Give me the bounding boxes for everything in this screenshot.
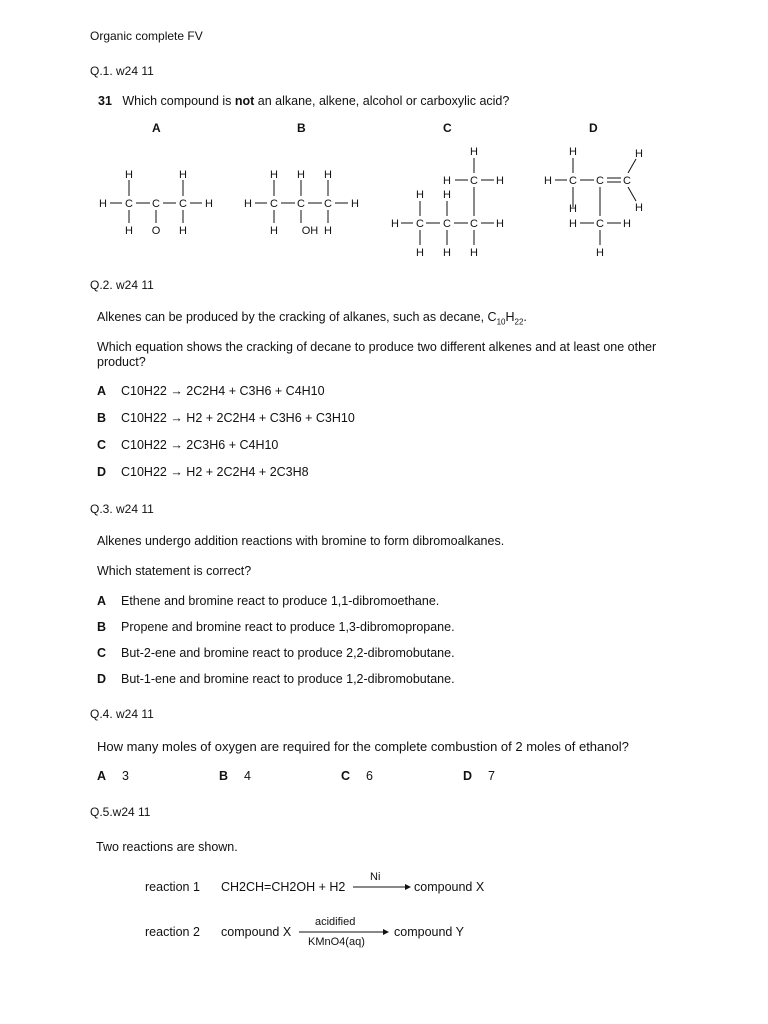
option-letter: C — [341, 769, 351, 783]
svg-text:C: C — [297, 198, 305, 210]
svg-text:H: H — [270, 169, 278, 181]
svg-text:C: C — [270, 198, 278, 210]
q5-label: Q.5.w24 11 — [90, 805, 151, 819]
option-letter: B — [219, 769, 229, 783]
q4-stem: How many moles of oxygen are required for the complete combustion of 2 moles of ethanol? — [97, 739, 629, 754]
q2-intro — [97, 310, 527, 327]
option-text: C10H22 → 2C3H6 + C4H10 — [121, 438, 279, 452]
svg-text:C: C — [152, 198, 160, 210]
svg-text:O: O — [151, 225, 161, 237]
reaction1-catalyst: Ni — [370, 871, 381, 883]
option-text: But-2-ene and bromine react to produce 2,2-dibromobutane. — [121, 646, 455, 660]
option-text: 7 — [488, 769, 495, 783]
q1-stem-bold: not — [234, 94, 255, 108]
svg-text:H: H — [324, 225, 332, 237]
option-letter: C — [97, 438, 107, 452]
option-text: C10H22 → H2 + 2C2H4 + 2C3H8 — [121, 465, 309, 479]
q1-stem-pre: Which compound is — [122, 94, 235, 108]
svg-text:H: H — [351, 198, 359, 210]
svg-text:C: C — [324, 198, 332, 210]
svg-text:C: C — [596, 218, 604, 230]
reaction2-condition-below: KMnO4(aq) — [308, 936, 365, 948]
svg-text:H: H — [496, 175, 504, 187]
svg-text:H: H — [569, 218, 577, 230]
option-text: Ethene and bromine react to produce 1,1-dibromoethane. — [121, 594, 440, 608]
q1-label: Q.1. w24 11 — [90, 64, 154, 78]
svg-text:H: H — [569, 203, 577, 215]
option-letter: D — [97, 672, 107, 686]
svg-text:C: C — [623, 175, 631, 187]
document-title: Organic complete FV — [90, 29, 203, 43]
svg-text:H: H — [496, 218, 504, 230]
reaction2-condition-above: acidified — [315, 916, 356, 928]
q3-intro: Alkenes undergo addition reactions with bromine to form dibromoalkanes. — [97, 534, 505, 548]
q1-number: 31 — [98, 94, 112, 108]
svg-text:H: H — [179, 225, 187, 237]
option-text: Propene and bromine react to produce 1,3-dibromopropane. — [121, 620, 455, 634]
option-letter: D — [463, 769, 473, 783]
svg-text:H: H — [416, 247, 424, 259]
option-letter: A — [97, 594, 107, 608]
svg-text:C: C — [470, 175, 478, 187]
q3-stem: Which statement is correct? — [97, 564, 252, 578]
option-letter: B — [97, 620, 107, 634]
structure-label-d: D — [589, 121, 598, 135]
svg-text:H: H — [297, 169, 305, 181]
option-text: 4 — [244, 769, 251, 783]
svg-text:C: C — [569, 175, 577, 187]
svg-text:C: C — [596, 175, 604, 187]
reaction1-name: reaction 1 — [145, 880, 200, 894]
q1-stem-post: an alkane, alkene, alcohol or carboxylic acid? — [254, 94, 510, 108]
svg-text:H: H — [205, 198, 213, 210]
svg-text:C: C — [179, 198, 187, 210]
svg-text:H: H — [443, 189, 451, 201]
reaction1-arrow — [353, 882, 413, 892]
svg-text:C: C — [125, 198, 133, 210]
svg-text:H: H — [623, 218, 631, 230]
option-letter: C — [97, 646, 107, 660]
structure-label-a: A — [152, 121, 161, 135]
option-text: 6 — [366, 769, 373, 783]
svg-text:C: C — [416, 218, 424, 230]
option-text: But-1-ene and bromine react to produce 1,2-dibromobutane. — [121, 672, 455, 686]
option-text: C10H22 → 2C2H4 + C3H6 + C4H10 — [121, 384, 325, 398]
svg-text:H: H — [270, 225, 278, 237]
q5-intro: Two reactions are shown. — [96, 840, 238, 854]
svg-text:C: C — [443, 218, 451, 230]
svg-text:H: H — [125, 225, 133, 237]
option-letter: A — [97, 769, 107, 783]
svg-text:H: H — [470, 247, 478, 259]
reaction2-reactant: compound X — [221, 925, 292, 939]
svg-text:H: H — [443, 247, 451, 259]
q2-intro-mid: H — [505, 310, 515, 324]
q2-intro-sub2: 22 — [514, 317, 524, 327]
q2-stem: Which equation shows the cracking of decane to produce two different alkenes and at least one other product? — [97, 340, 657, 369]
q2-intro-text: Alkenes can be produced by the cracking of alkanes, such as decane, C — [97, 310, 497, 324]
svg-text:H: H — [179, 169, 187, 181]
q1-structures — [0, 115, 768, 265]
reaction2-product: compound Y — [394, 925, 464, 939]
option-letter: D — [97, 465, 107, 479]
svg-text:OH: OH — [301, 225, 319, 237]
svg-text:H: H — [569, 146, 577, 158]
svg-text:C: C — [470, 218, 478, 230]
svg-text:H: H — [443, 175, 451, 187]
option-text: C10H22 → H2 + 2C2H4 + C3H6 + C3H10 — [121, 411, 355, 425]
svg-text:H: H — [244, 198, 252, 210]
q3-label: Q.3. w24 11 — [90, 502, 154, 516]
svg-text:H: H — [544, 175, 552, 187]
reaction1-product: compound X — [414, 880, 485, 894]
reaction1-reactants: CH2CH=CH2OH + H2 — [221, 880, 346, 894]
svg-text:H: H — [470, 146, 478, 158]
structure-label-b: B — [297, 121, 306, 135]
svg-text:H: H — [99, 198, 107, 210]
q2-intro-sub1: 10 — [496, 317, 506, 327]
svg-text:H: H — [596, 247, 604, 259]
svg-text:H: H — [416, 189, 424, 201]
svg-text:H: H — [391, 218, 399, 230]
q1-stem — [98, 94, 509, 108]
svg-text:H: H — [635, 202, 643, 214]
q2-label: Q.2. w24 11 — [90, 278, 154, 292]
q2-intro-end: . — [523, 310, 527, 324]
svg-text:H: H — [635, 148, 643, 160]
structure-label-c: C — [443, 121, 452, 135]
svg-text:H: H — [125, 169, 133, 181]
q4-label: Q.4. w24 11 — [90, 707, 154, 721]
option-letter: A — [97, 384, 107, 398]
reaction2-name: reaction 2 — [145, 925, 200, 939]
option-text: 3 — [122, 769, 129, 783]
svg-text:H: H — [324, 169, 332, 181]
option-letter: B — [97, 411, 107, 425]
